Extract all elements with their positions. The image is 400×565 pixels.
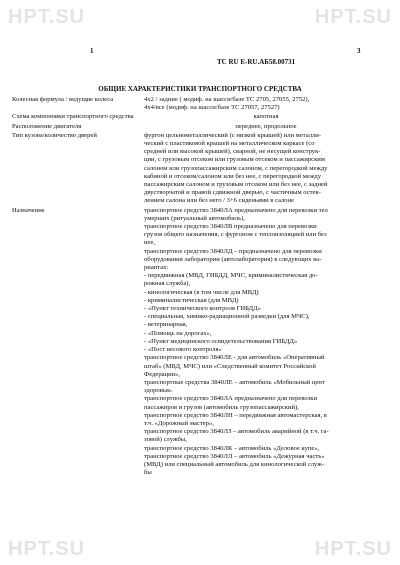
watermark-top-right: HPT.SU xyxy=(314,6,392,28)
value-line: транспортное средство 3840ЛЕ - для автомобиль «Оперативный xyxy=(144,354,325,362)
value-line: транспортное средство 3840ЛН – передвижная автомастерская, в xyxy=(144,411,327,419)
row-value xyxy=(144,132,388,206)
value-line: - специальная, химико-радиационной разведки (для МЧС), xyxy=(144,313,310,321)
value-line: капотная xyxy=(253,113,279,121)
page-number-right: 3 xyxy=(357,47,361,55)
value-line: т.ч. «Дорожный мастер», xyxy=(144,419,214,427)
watermark-bottom-left: HPT.SU xyxy=(8,538,86,560)
value-line: средней или высокой крышей), сварной, не несущей конструк- xyxy=(144,148,321,156)
value-line: - «Пункт технического контроля ГИБДД» xyxy=(144,305,261,313)
value-line: двустворчатой и правой сдвижной дверью, с частичным остек- xyxy=(144,189,321,197)
document-number: TC RU E-RU.AБ58.00731 xyxy=(217,58,296,66)
value-line: бы xyxy=(144,469,152,477)
value-line: грузов общего назначения, с фургоном с теплоизоляцией или без xyxy=(144,231,327,239)
value-line: переднее, продольное xyxy=(235,122,297,130)
value-line: нее, xyxy=(144,239,156,247)
watermark-top-left: HPT.SU xyxy=(8,6,86,28)
value-line: транспортное средство 3840ЛВ предназначено для перевозки xyxy=(144,223,317,231)
value-line: - передвижная (МВД, ГИБДД, МЧС, криминалистическая до- xyxy=(144,272,318,280)
value-line: фургон цельнометаллический (с низкой крышей) или металли- xyxy=(144,131,321,139)
row-label: Колесная формула / ведущие колеса xyxy=(12,96,114,103)
value-line: транспортное средство 3840ЛА предназначено для перевозки xyxy=(144,395,318,403)
table-row-engine-position xyxy=(12,123,388,131)
row-label: Назначение xyxy=(12,206,45,214)
value-line: ции, с грузовым отсеком или грузовым отсеком и пассажирским xyxy=(144,156,325,164)
value-line: транспортное средство 3840ЛА предназначено для перевозки тел xyxy=(144,206,328,214)
row-label: Тип кузова/количество дверей xyxy=(12,131,97,139)
table-row-purpose xyxy=(12,207,388,478)
value-line: (МВД) или специальный автомобиль для кинологической служ- xyxy=(144,460,325,468)
value-line: штаб» (МВД, МЧС) или «Следственный комитет Российской xyxy=(144,362,316,370)
value-line: Федерации», xyxy=(144,370,181,378)
value-line: - ветеринарная, xyxy=(144,321,188,329)
section-title: ОБЩИЕ ХАРАКТЕРИСТИКИ ТРАНСПОРТНОГО СРЕДСТВА xyxy=(98,85,302,93)
value-line: - «Пост весового контроля» xyxy=(144,346,222,354)
value-line: пассажиров и грузов (автомобиль грузопассажирский), xyxy=(144,403,299,411)
value-line: 4x4/все (модиф. на шасси/базе ТС 27057, 27527) xyxy=(144,104,280,112)
value-line: транспортное средство 3840ЛЛ – автомобиль «Дежурная часть» xyxy=(144,452,325,460)
row-value xyxy=(144,96,388,112)
value-line: транспортное средство 3840ЛД – предназначено для перевозки xyxy=(144,247,322,255)
page-number-left: 1 xyxy=(90,47,94,55)
value-line: - «Помощь на дорогах», xyxy=(144,329,212,337)
value-line: 4x2 / задние ( модиф. на шасси/базе ТС 2705, 27055, 2752), xyxy=(144,96,310,103)
value-line: кабиной и отсеком/салоном или без нее, с перегородкой между xyxy=(144,172,322,180)
watermark-bottom-right: HPT.SU xyxy=(314,538,392,560)
row-value xyxy=(144,113,388,121)
value-line: рожная служба), xyxy=(144,280,191,288)
row-value xyxy=(144,207,388,478)
row-label: Схема компоновки транспортного средства xyxy=(12,113,134,121)
value-line: - криминалистическая (для МВД) xyxy=(144,296,239,304)
value-line: умерших (ритуальный автомобиль), xyxy=(144,214,245,222)
value-line: ческий с пластиковой крышей на металлическом каркасе (со xyxy=(144,140,315,148)
characteristics-table xyxy=(12,96,388,478)
value-line: здоровья» xyxy=(144,387,173,395)
value-line: зовой) службы, xyxy=(144,436,187,444)
value-line: оборудования лаборатории (автолаборатория) в следующих ва- xyxy=(144,255,322,263)
value-line: транспортное средство 3840ЛК – автомобиль «Деловое купе», xyxy=(144,444,320,452)
value-line: - кинологическая (в том числе для МВД) xyxy=(144,288,259,296)
value-line: лением салона или без него / 3+6 сиденьями в салоне xyxy=(144,197,295,205)
value-line: риантах: xyxy=(144,264,169,272)
value-line: салоном или грузопассажирским салоном, с перегородкой между xyxy=(144,164,328,172)
value-line: транспортные средства 3840ЛЕ – автомобиль «Мобильный цент xyxy=(144,378,325,386)
row-value xyxy=(144,123,388,131)
table-row-body-type xyxy=(12,132,388,206)
value-line: - «Пункт медицинского освидетельствования ГИБДД» xyxy=(144,337,298,345)
value-line: пассажирским салоном и грузовым отсеком или без нее, с задней xyxy=(144,181,328,189)
table-row-wheel-formula xyxy=(12,96,388,112)
row-label: Расположение двигателя xyxy=(12,122,82,130)
table-row-layout-scheme xyxy=(12,113,388,121)
value-line: транспортное средство 3840ЛЗ – автомобиль аварийной (в т.ч. га- xyxy=(144,428,329,436)
